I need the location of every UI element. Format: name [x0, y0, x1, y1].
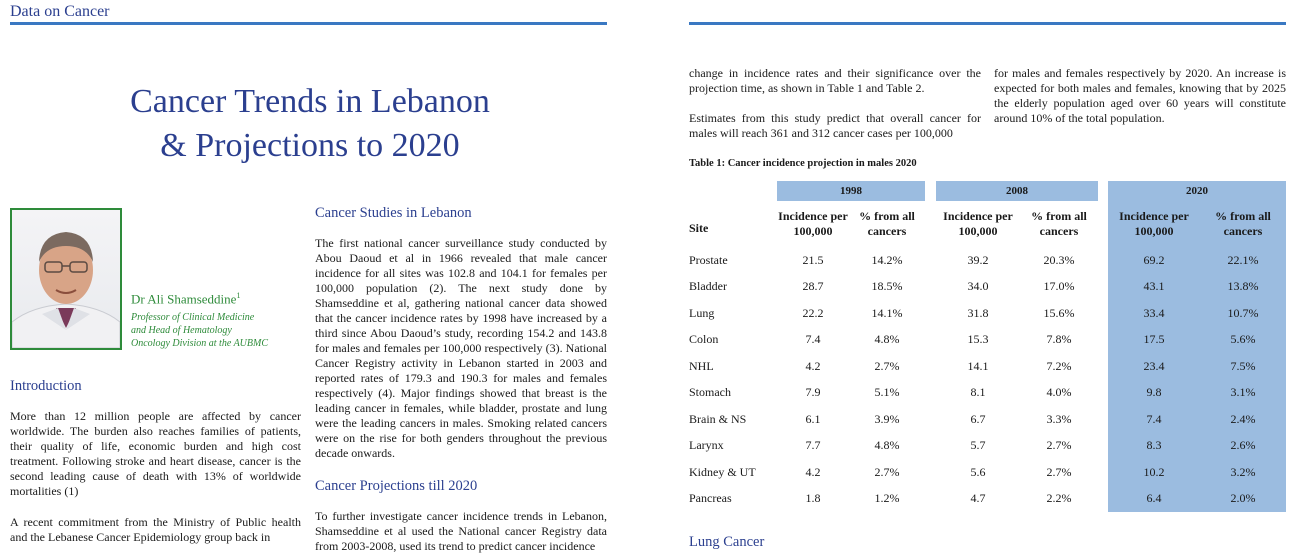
percent-cell: 2.6%	[1200, 433, 1286, 460]
percent-cell: 3.3%	[1046, 411, 1072, 426]
incidence-cell: 69.2	[1108, 247, 1200, 274]
page-title-line2: & Projections to 2020	[160, 127, 460, 164]
author-name-text: Dr Ali Shamseddine	[131, 291, 237, 307]
table-caption: Table 1: Cancer incidence projection in males 2020	[689, 158, 917, 169]
percent-cell: 1.2%	[874, 491, 900, 506]
incidence-cell: 7.4	[805, 332, 821, 347]
site-cell: Larynx	[689, 438, 724, 453]
pct-header-2008: % from all cancers	[1031, 209, 1087, 238]
percent-cell: 2.0%	[1200, 486, 1286, 513]
percent-cell: 3.9%	[874, 411, 900, 426]
spacer-cell	[925, 353, 936, 380]
site-cell: Bladder	[689, 279, 727, 294]
site-cell: Prostate	[689, 252, 728, 267]
incidence-cell: 23.4	[1108, 353, 1200, 380]
incidence-cell: 8.3	[1108, 433, 1200, 460]
incidence-cell: 5.7	[970, 438, 986, 453]
incidence-cell: 4.7	[970, 491, 986, 506]
incidence-cell: 31.8	[967, 305, 989, 320]
studies-paragraph: The first national cancer surveillance study conducted by Abou Daoud et al in 1966 revealed that male cancer incidence for all sites was 102.8 and 104.1 for females per 100,000 population (2). The next study done by Shamseddine et al, gathering national cancer data showed that the cancer incidence rates by 1998 have increased by a third since Abou Daoud’s study, recording 154.2 and 143.8 for males and females per 100,000 respectively (3). National Cancer Registry activity in Lebanon started in 2003 and reported rates of 179.3 and 190.3 for males and females respectively (4). Major findings showed that breast is the leading cancer in females, while bladder, prostate and lung were the leading cancers in males. Smoking related cancers were on the rise for both genders throughout the previous decade onwards.	[315, 236, 607, 460]
author-role-line2: and Head of Hematology	[131, 325, 232, 336]
incidence-cell: 7.4	[1108, 406, 1200, 433]
intro-heading: Introduction	[10, 378, 82, 394]
percent-cell: 7.5%	[1200, 353, 1286, 380]
author-photo	[10, 208, 122, 350]
table-row	[689, 247, 1286, 274]
spacer-cell	[1098, 433, 1108, 460]
incidence-cell: 4.2	[805, 358, 821, 373]
table-row	[689, 459, 1286, 486]
table-body	[689, 247, 1286, 512]
incidence-cell: 34.0	[967, 279, 989, 294]
percent-cell: 7.8%	[1046, 332, 1072, 347]
site-cell: Stomach	[689, 385, 731, 400]
incidence-cell: 15.3	[967, 332, 989, 347]
year-header-1998: 1998	[777, 181, 925, 201]
table-column-header-row	[689, 201, 1286, 247]
author-name	[131, 291, 240, 307]
author-portrait-icon	[12, 210, 120, 348]
table-year-row	[689, 181, 1286, 201]
pct-header-1998: % from all cancers	[859, 209, 915, 238]
right-col1-paragraph-2: Estimates from this study predict that overall cancer for males will reach 361 and 312 cancer cases per 100,000	[689, 111, 981, 140]
spacer-cell	[1098, 380, 1108, 407]
spacer-cell	[925, 327, 936, 354]
incidence-cell: 7.7	[805, 438, 821, 453]
year-header-2008: 2008	[936, 181, 1098, 201]
incidence-cell: 5.6	[970, 464, 986, 479]
incidence-cell: 4.2	[805, 464, 821, 479]
percent-cell: 2.7%	[1046, 464, 1072, 479]
table-row	[689, 353, 1286, 380]
incidence-cell: 9.8	[1108, 380, 1200, 407]
incidence-cell: 21.5	[802, 252, 824, 267]
incidence-cell: 33.4	[1108, 300, 1200, 327]
incidence-header-1998: Incidence per 100,000	[778, 209, 848, 238]
percent-cell: 7.2%	[1046, 358, 1072, 373]
incidence-cell: 39.2	[967, 252, 989, 267]
spacer-cell	[925, 247, 936, 274]
percent-cell: 2.2%	[1046, 491, 1072, 506]
table-row	[689, 433, 1286, 460]
table-row	[689, 406, 1286, 433]
projections-paragraph: To further investigate cancer incidence trends in Lebanon, Shamseddine et al used the National cancer Registry data from 2003-2008, used its trend to predict cancer incidence	[315, 509, 607, 553]
percent-cell: 22.1%	[1200, 247, 1286, 274]
table-row	[689, 300, 1286, 327]
table-row	[689, 486, 1286, 513]
incidence-cell: 43.1	[1108, 274, 1200, 301]
percent-cell: 20.3%	[1043, 252, 1075, 267]
lung-cancer-heading: Lung Cancer	[689, 534, 765, 550]
percent-cell: 2.4%	[1200, 406, 1286, 433]
page-title-line1: Cancer Trends in Lebanon	[130, 83, 490, 120]
site-header: Site	[689, 220, 709, 235]
header-rule-right	[689, 22, 1286, 25]
intro-paragraph-1: More than 12 million people are affected by cancer worldwide. The burden also reaches families of patients, their quality of life, economic burden and high cost treatment. Following stroke and heart disease, cancer is the second leading cause of death with 13% of worldwide mortalities (1)	[10, 409, 301, 498]
right-col1-paragraph-1: change in incidence rates and their significance over the projection time, as shown in Table 1 and Table 2.	[689, 66, 981, 95]
author-role-line1: Professor of Clinical Medicine	[131, 312, 255, 323]
author-role-line3: Oncology Division at the AUBMC	[131, 338, 269, 349]
spacer-cell	[1098, 486, 1108, 513]
incidence-cell: 6.4	[1108, 486, 1200, 513]
spacer-cell	[1098, 406, 1108, 433]
spacer-cell	[1098, 274, 1108, 301]
table-row	[689, 274, 1286, 301]
percent-cell: 4.8%	[874, 438, 900, 453]
site-cell: Pancreas	[689, 491, 732, 506]
spacer-cell	[1098, 459, 1108, 486]
table-row	[689, 327, 1286, 354]
spacer-cell	[925, 380, 936, 407]
incidence-cell: 6.7	[970, 411, 986, 426]
incidence-cell: 8.1	[970, 385, 986, 400]
spacer-cell	[925, 459, 936, 486]
incidence-cell: 6.1	[805, 411, 821, 426]
incidence-cell: 1.8	[805, 491, 821, 506]
percent-cell: 13.8%	[1200, 274, 1286, 301]
incidence-table	[689, 181, 1286, 512]
table-row	[689, 380, 1286, 407]
percent-cell: 3.2%	[1200, 459, 1286, 486]
spacer-cell	[925, 300, 936, 327]
percent-cell: 14.2%	[871, 252, 903, 267]
percent-cell: 14.1%	[871, 305, 903, 320]
site-cell: Brain & NS	[689, 411, 747, 426]
site-cell: Kidney & UT	[689, 464, 756, 479]
incidence-cell: 14.1	[967, 358, 989, 373]
percent-cell: 2.7%	[874, 358, 900, 373]
studies-heading: Cancer Studies in Lebanon	[315, 205, 472, 221]
spacer-cell	[925, 433, 936, 460]
percent-cell: 2.7%	[1046, 438, 1072, 453]
incidence-cell: 28.7	[802, 279, 824, 294]
incidence-header-2020: Incidence per 100,000	[1108, 201, 1200, 247]
spacer-cell	[1098, 247, 1108, 274]
percent-cell: 10.7%	[1200, 300, 1286, 327]
page-title	[60, 80, 560, 168]
percent-cell: 2.7%	[874, 464, 900, 479]
incidence-cell: 10.2	[1108, 459, 1200, 486]
spacer-cell	[1098, 327, 1108, 354]
incidence-cell: 7.9	[805, 385, 821, 400]
intro-paragraph-2: A recent commitment from the Ministry of Public health and the Lebanese Cancer Epidemiology group back in	[10, 515, 301, 544]
site-cell: Colon	[689, 332, 719, 347]
projections-heading: Cancer Projections till 2020	[315, 478, 478, 494]
right-col2-paragraph: for males and females respectively by 2020. An increase is expected for both males and females, knowing that by 2025 the elderly population aged over 60 years will constitute around 10% of the total population.	[994, 66, 1286, 125]
site-cell: Lung	[689, 305, 715, 320]
author-role	[131, 311, 268, 350]
pct-header-2020: % from all cancers	[1200, 201, 1286, 247]
percent-cell: 18.5%	[871, 279, 903, 294]
spacer-cell	[1098, 300, 1108, 327]
spacer-cell	[925, 486, 936, 513]
spacer-cell	[1098, 353, 1108, 380]
running-header: Data on Cancer	[10, 3, 110, 20]
incidence-cell: 22.2	[802, 305, 824, 320]
incidence-header-2008: Incidence per 100,000	[943, 209, 1013, 238]
header-rule-left	[10, 22, 607, 25]
percent-cell: 5.6%	[1200, 327, 1286, 354]
incidence-cell: 17.5	[1108, 327, 1200, 354]
spacer-cell	[925, 274, 936, 301]
percent-cell: 15.6%	[1043, 305, 1075, 320]
site-cell: NHL	[689, 358, 714, 373]
percent-cell: 3.1%	[1200, 380, 1286, 407]
percent-cell: 4.8%	[874, 332, 900, 347]
year-header-2020: 2020	[1108, 181, 1286, 201]
author-superscript: 1	[236, 291, 241, 300]
spacer-cell	[925, 406, 936, 433]
percent-cell: 5.1%	[874, 385, 900, 400]
percent-cell: 17.0%	[1043, 279, 1075, 294]
percent-cell: 4.0%	[1046, 385, 1072, 400]
